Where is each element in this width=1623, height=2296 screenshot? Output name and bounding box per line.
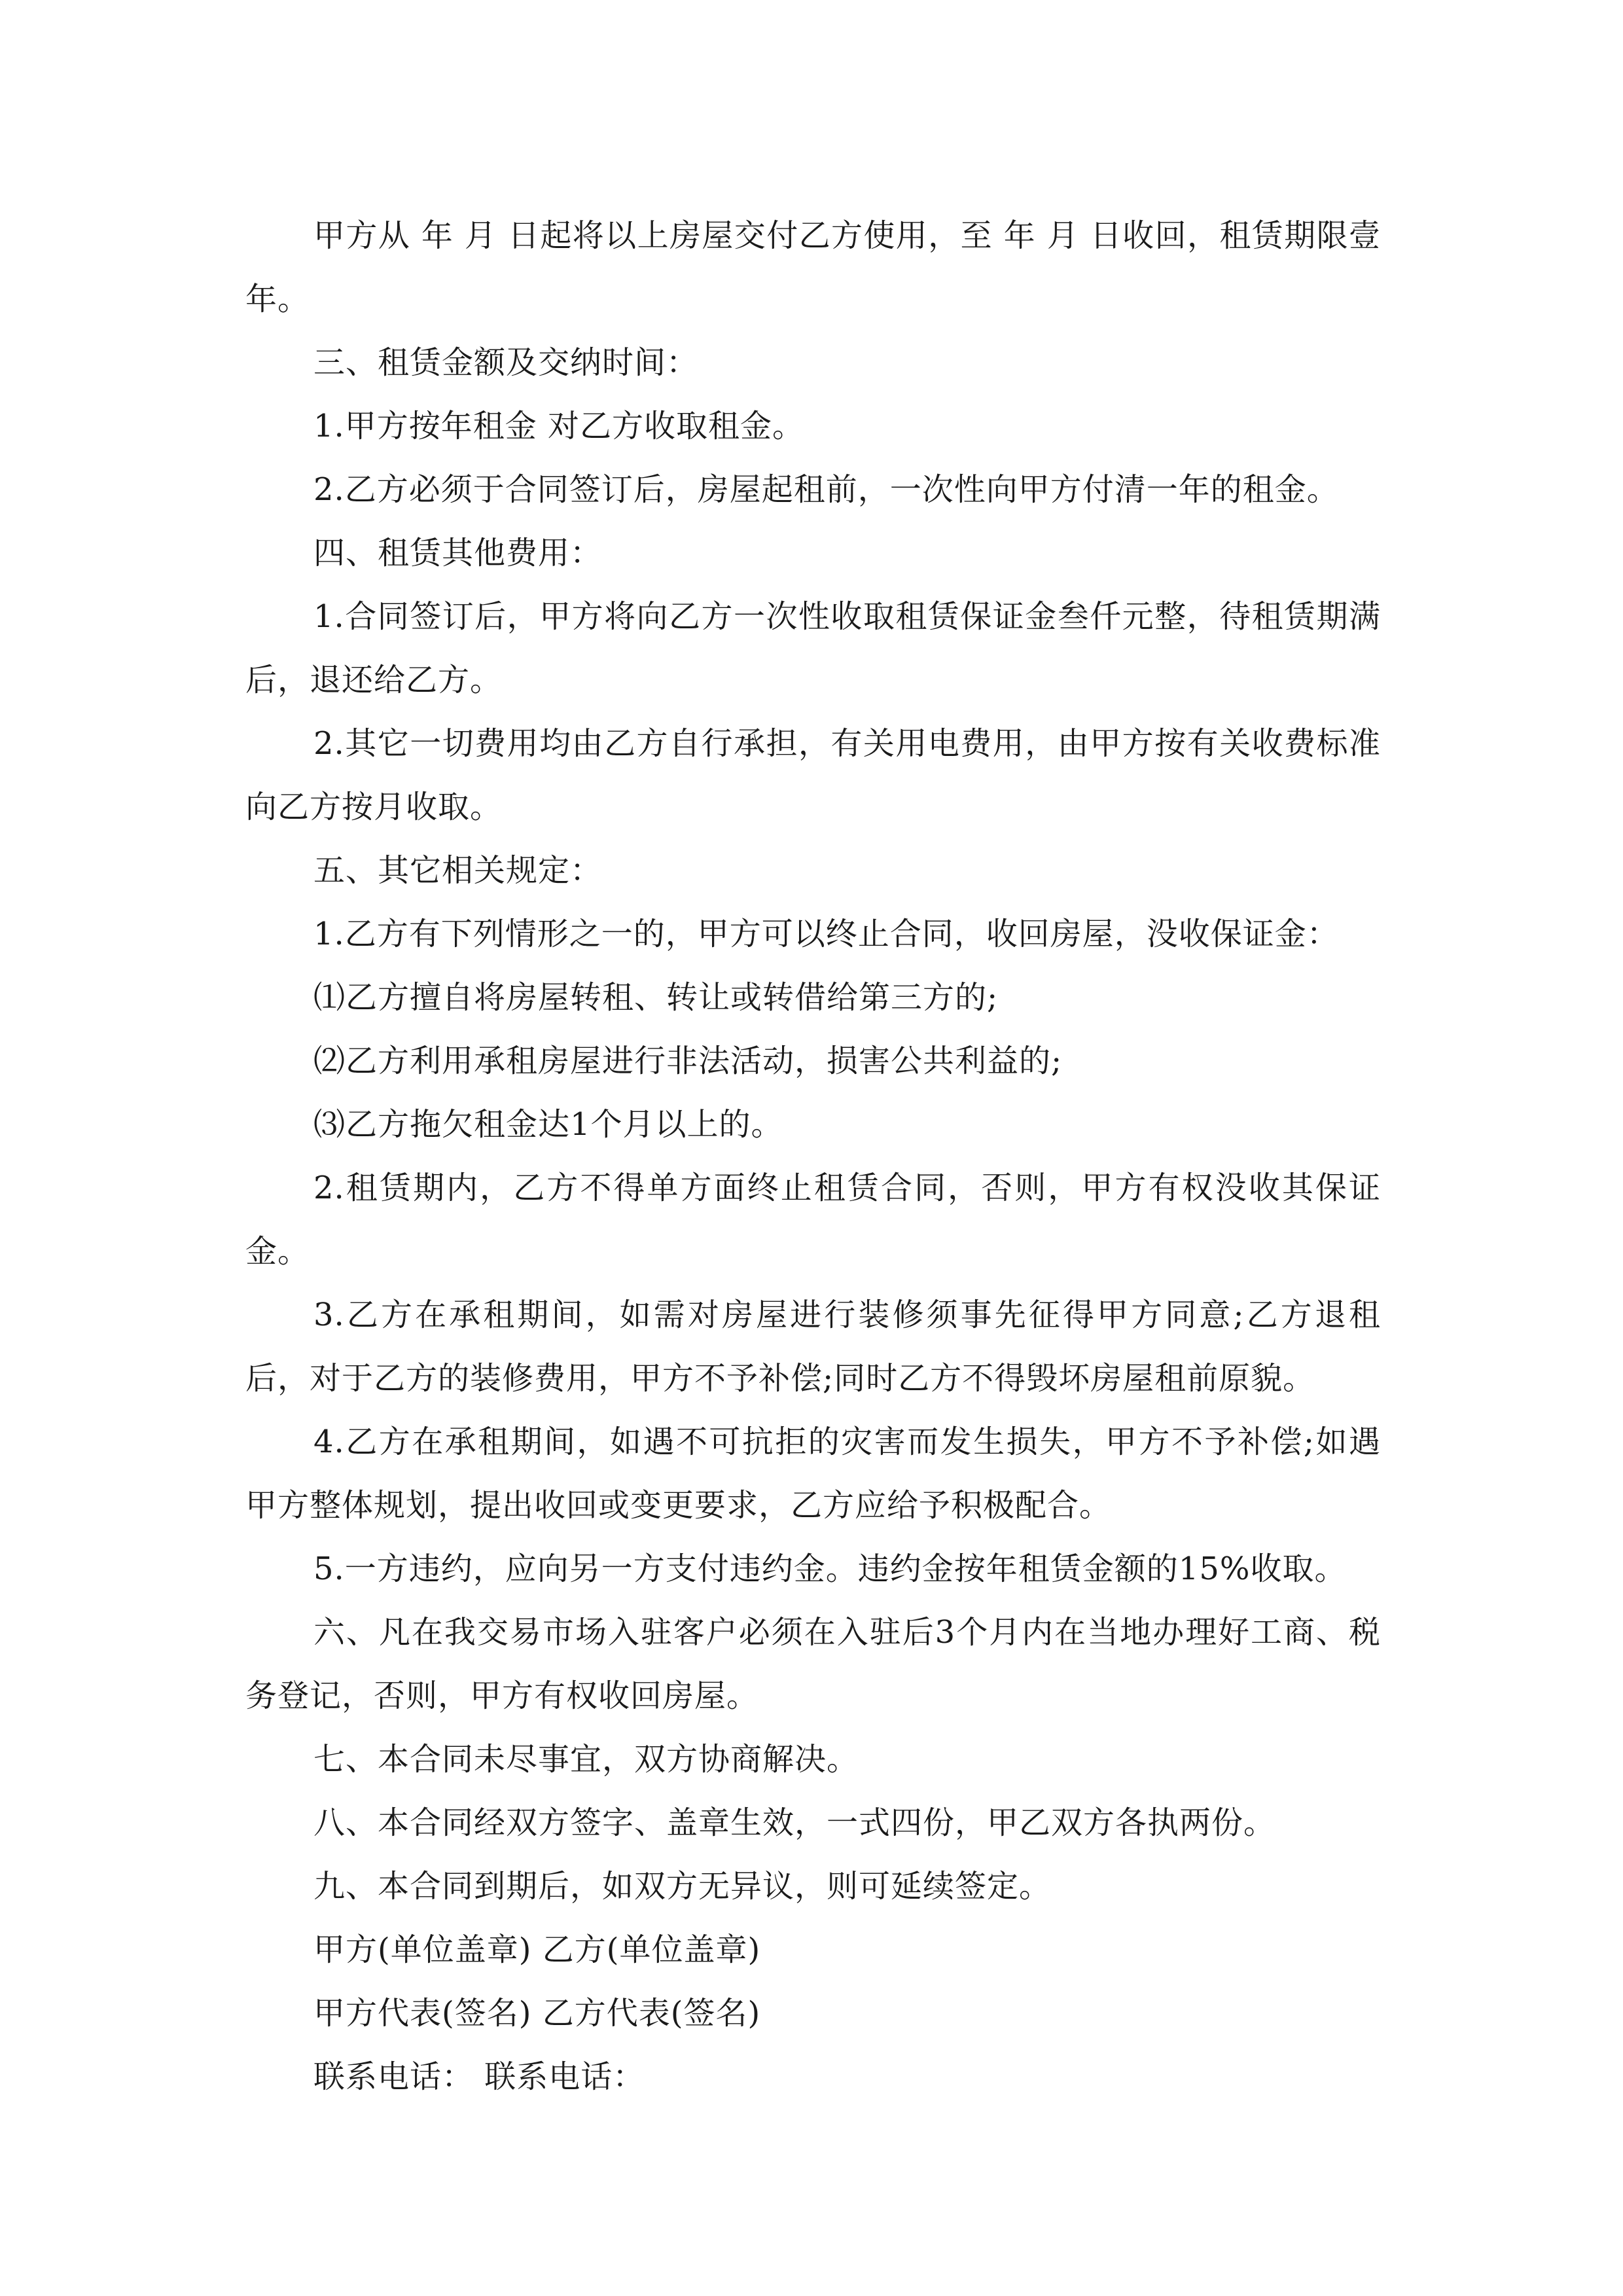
section-paragraph: 六、凡在我交易市场入驻客户必须在入驻后3个月内在当地办理好工商、税务登记，否则，甲方有权收回房屋。 [245,1614,1381,1714]
clause-paragraph: 4.乙方在承租期间，如遇不可抗拒的灾害而发生损失，甲方不予补偿;如遇甲方整体规划，提出收回或变更要求，乙方应给予积极配合。 [245,1424,1381,1524]
clause-paragraph: 2.其它一切费用均由乙方自行承担，有关用电费用，由甲方按有关收费标准向乙方按月收取。 [245,725,1381,825]
sub-clause-paragraph: ⑵乙方利用承租房屋进行非法活动，损害公共利益的; [313,1043,1063,1079]
clause-paragraph: 2.租赁期内，乙方不得单方面终止租赁合同，否则，甲方有权没收其保证金。 [245,1170,1381,1270]
clause-paragraph: 5.一方违约，应向另一方支付违约金。违约金按年租赁金额的15%收取。 [313,1551,1347,1587]
clause-paragraph: 1.乙方有下列情形之一的，甲方可以终止合同，收回房屋，没收保证金： [313,916,1339,952]
clause-paragraph: 1.甲方按年租金 对乙方收取租金。 [313,408,805,444]
signature-representative-line: 甲方代表(签名) 乙方代表(签名) [313,1995,761,2032]
section-heading-regulations: 五、其它相关规定： [313,852,603,889]
section-heading-rent: 三、租赁金额及交纳时间： [313,344,699,381]
lease-period-paragraph: 甲方从 年 月 日起将以上房屋交付乙方使用，至 年 月 日收回，租赁期限壹年。 [245,217,1381,317]
document-body [245,204,1381,2109]
clause-paragraph: 1.合同签订后，甲方将向乙方一次性收取租赁保证金叁仟元整，待租赁期满后，退还给乙方。 [245,598,1381,698]
section-heading-other-fees: 四、租赁其他费用： [313,535,603,571]
signature-seal-line: 甲方(单位盖章) 乙方(单位盖章) [313,1931,761,1968]
section-paragraph: 七、本合同未尽事宜，双方协商解决。 [313,1741,859,1778]
section-paragraph: 九、本合同到期后，如双方无异议，则可延续签定。 [313,1868,1052,1905]
clause-paragraph: 3.乙方在承租期间，如需对房屋进行装修须事先征得甲方同意;乙方退租后，对于乙方的装修费用，甲方不予补偿;同时乙方不得毁坏房屋租前原貌。 [245,1297,1381,1397]
section-paragraph: 八、本合同经双方签字、盖章生效，一式四份，甲乙双方各执两份。 [313,1804,1276,1841]
sub-clause-paragraph: ⑴乙方擅自将房屋转租、转让或转借给第三方的; [313,979,999,1016]
sub-clause-paragraph: ⑶乙方拖欠租金达1个月以上的。 [313,1106,783,1143]
clause-paragraph: 2.乙方必须于合同签订后，房屋起租前，一次性向甲方付清一年的租金。 [313,471,1339,508]
contact-phone-line: 联系电话： 联系电话： [313,2058,645,2095]
